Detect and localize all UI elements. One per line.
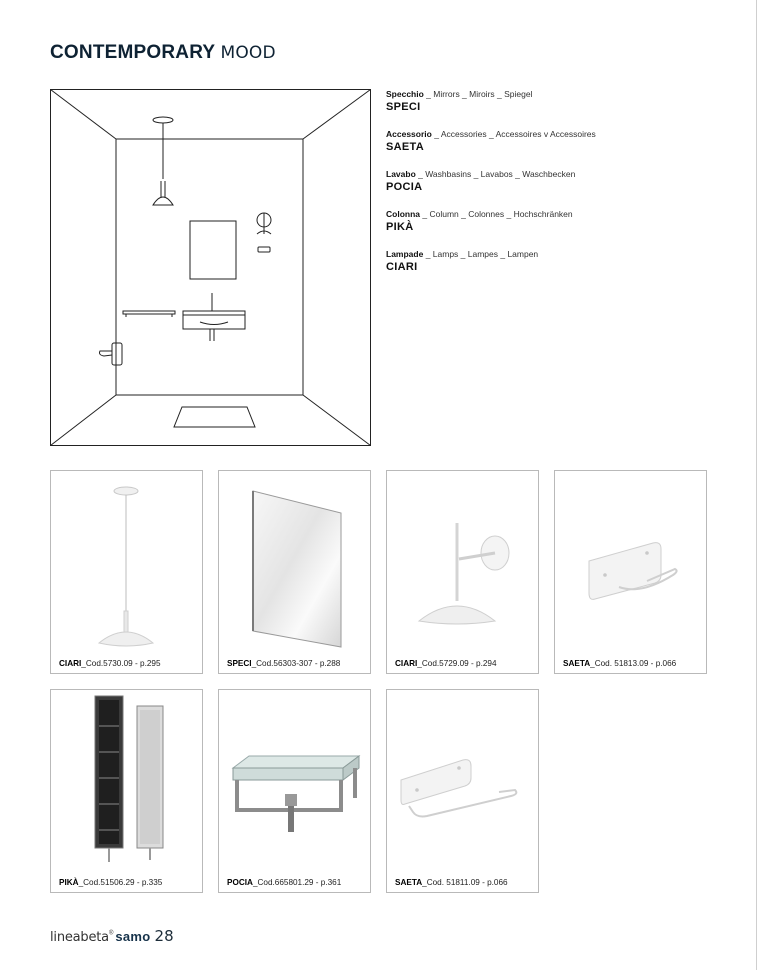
page-edge-line <box>756 0 757 970</box>
product-card-speci-mirror[interactable] <box>218 470 371 674</box>
legend-item-column <box>386 209 686 249</box>
legend-product-name: POCIA <box>386 181 423 193</box>
product-card-ciari-pendant[interactable] <box>50 470 203 674</box>
product-card-ciari-wall-lamp[interactable] <box>386 470 539 674</box>
brand-samo: samo <box>115 929 151 944</box>
pendant-lamp-icon <box>51 471 202 673</box>
product-card-saeta-towel-holder[interactable] <box>386 689 539 893</box>
title-bold: CONTEMPORARY <box>50 42 215 63</box>
legend-translations: _ Column _ Colonnes _ Hochschränken <box>422 209 573 219</box>
trademark-mark: ® <box>108 930 114 937</box>
column-cabinet-icon <box>51 690 202 892</box>
legend-key: Colonna <box>386 209 420 219</box>
product-caption: SPECI_Cod.56303-307 - p.288 <box>227 659 341 668</box>
page-number: 28 <box>154 927 174 945</box>
legend-product-name: CIARI <box>386 261 418 273</box>
legend-translations: _ Mirrors _ Miroirs _ Spiegel <box>426 89 533 99</box>
product-caption: PIKÀ_Cod.51506.29 - p.335 <box>59 878 163 887</box>
legend-translations: _ Accessories _ Accessoires v Accessoires <box>434 129 596 139</box>
legend-key: Lampade <box>386 249 424 259</box>
product-caption: POCIA_Cod.665801.29 - p.361 <box>227 878 342 887</box>
legend-key: Accessorio <box>386 129 432 139</box>
legend-product-name: PIKÀ <box>386 221 414 233</box>
legend-item-mirrors <box>386 89 686 129</box>
legend-item-washbasins <box>386 169 686 209</box>
legend-translations: _ Washbasins _ Lavabos _ Waschbecken <box>418 169 576 179</box>
product-caption: CIARI_Cod.5730.09 - p.295 <box>59 659 161 668</box>
product-caption: CIARI_Cod.5729.09 - p.294 <box>395 659 497 668</box>
hook-icon <box>555 471 706 673</box>
product-card-pika-column[interactable] <box>50 689 203 893</box>
product-legend <box>386 89 686 289</box>
product-caption: SAETA_Cod. 51813.09 - p.066 <box>563 659 677 668</box>
washbasin-icon <box>219 690 370 892</box>
wall-lamp-icon <box>387 471 538 673</box>
product-caption: SAETA_Cod. 51811.09 - p.066 <box>395 878 508 887</box>
brand-lineabeta: lineabeta <box>50 930 109 945</box>
page-title <box>50 42 276 64</box>
product-card-pocia-washbasin[interactable] <box>218 689 371 893</box>
legend-item-lamps <box>386 249 686 289</box>
product-card-saeta-hook[interactable] <box>554 470 707 674</box>
page-footer <box>50 927 174 947</box>
legend-product-name: SPECI <box>386 101 421 113</box>
legend-key: Specchio <box>386 89 424 99</box>
mirror-icon <box>219 471 370 673</box>
title-light: MOOD <box>220 43 276 63</box>
bathroom-sketch <box>50 89 371 446</box>
legend-translations: _ Lamps _ Lampes _ Lampen <box>425 249 539 259</box>
legend-key: Lavabo <box>386 169 416 179</box>
legend-item-accessories <box>386 129 686 169</box>
legend-product-name: SAETA <box>386 141 424 153</box>
towel-holder-icon <box>387 690 538 892</box>
